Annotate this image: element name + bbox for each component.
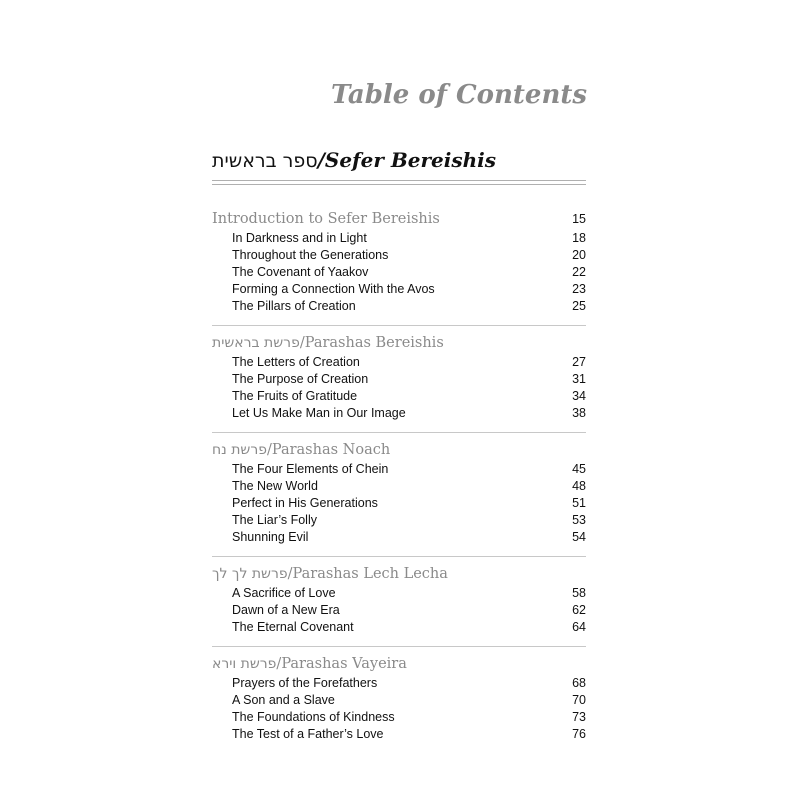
toc-entry[interactable] — [212, 709, 586, 726]
toc-entry[interactable] — [212, 585, 586, 602]
toc-section — [212, 325, 586, 432]
entry-page-number: 34 — [572, 389, 586, 403]
entry-title: The Purpose of Creation — [232, 372, 369, 386]
toc-entry[interactable] — [212, 529, 586, 546]
double-rule-divider — [212, 180, 586, 185]
entry-page-number: 73 — [572, 710, 586, 724]
section-separator: / — [287, 566, 293, 582]
toc-entry[interactable] — [212, 692, 586, 709]
section-title — [212, 563, 448, 585]
section-hebrew-title: פרשת וירא — [212, 656, 277, 672]
entry-title: Throughout the Generations — [232, 248, 389, 262]
entry-page-number: 48 — [572, 479, 586, 493]
entry-page-number: 54 — [572, 530, 586, 544]
entry-title: A Sacrifice of Love — [232, 586, 336, 600]
toc-entry[interactable] — [212, 264, 586, 281]
page-title: Table of Contents — [331, 80, 587, 110]
section-hebrew-title: פרשת בראשית — [212, 335, 300, 351]
sefer-heading — [212, 148, 496, 172]
entry-page-number: 68 — [572, 676, 586, 690]
entry-title: The Liar’s Folly — [232, 513, 317, 527]
entry-page-number: 45 — [572, 462, 586, 476]
entry-title: A Son and a Slave — [232, 693, 335, 707]
section-hebrew-title: פרשת נח — [212, 442, 267, 458]
toc-section — [212, 556, 586, 646]
entry-title: The Eternal Covenant — [232, 620, 354, 634]
entry-page-number: 31 — [572, 372, 586, 386]
toc-entry[interactable] — [212, 405, 586, 422]
entry-page-number: 53 — [572, 513, 586, 527]
section-separator: / — [266, 442, 272, 458]
entry-title: The Foundations of Kindness — [232, 710, 395, 724]
section-title — [212, 439, 390, 461]
entry-page-number: 20 — [572, 248, 586, 262]
toc-sections — [212, 208, 586, 753]
section-latin-title: Introduction to Sefer Bereishis — [212, 211, 440, 227]
entry-title: The New World — [232, 479, 318, 493]
entry-title: Perfect in His Generations — [232, 496, 378, 510]
toc-entry[interactable] — [212, 726, 586, 743]
entry-title: The Letters of Creation — [232, 355, 360, 369]
section-separator: / — [276, 656, 282, 672]
toc-entry[interactable] — [212, 602, 586, 619]
section-separator: / — [299, 335, 305, 351]
toc-section — [212, 432, 586, 556]
entry-page-number: 22 — [572, 265, 586, 279]
entry-title: Shunning Evil — [232, 530, 309, 544]
toc-entry[interactable] — [212, 388, 586, 405]
toc-section — [212, 646, 586, 753]
entry-title: Dawn of a New Era — [232, 603, 340, 617]
section-latin-title: Parashas Bereishis — [304, 335, 444, 351]
entry-page-number: 76 — [572, 727, 586, 741]
section-latin-title: Parashas Vayeira — [281, 656, 407, 672]
entry-title: The Four Elements of Chein — [232, 462, 389, 476]
section-title — [212, 653, 407, 675]
toc-entry[interactable] — [212, 298, 586, 315]
entry-title: Let Us Make Man in Our Image — [232, 406, 406, 420]
entry-page-number: 27 — [572, 355, 586, 369]
toc-entry[interactable] — [212, 619, 586, 636]
sefer-hebrew-title: ספר בראשית — [212, 150, 318, 172]
section-heading[interactable] — [212, 563, 586, 585]
section-latin-title: Parashas Noach — [271, 442, 391, 458]
section-heading[interactable] — [212, 332, 586, 354]
section-page-number: 15 — [572, 212, 586, 226]
toc-entry[interactable] — [212, 512, 586, 529]
toc-entry[interactable] — [212, 495, 586, 512]
entry-page-number: 18 — [572, 231, 586, 245]
entry-title: Forming a Connection With the Avos — [232, 282, 435, 296]
toc-entry[interactable] — [212, 461, 586, 478]
entry-title: Prayers of the Forefathers — [232, 676, 378, 690]
section-hebrew-title: פרשת לך לך — [212, 566, 288, 582]
entry-page-number: 70 — [572, 693, 586, 707]
toc-section — [212, 208, 586, 325]
toc-entry[interactable] — [212, 354, 586, 371]
toc-entry[interactable] — [212, 478, 586, 495]
entry-page-number: 64 — [572, 620, 586, 634]
toc-entry[interactable] — [212, 371, 586, 388]
entry-page-number: 23 — [572, 282, 586, 296]
toc-entry[interactable] — [212, 247, 586, 264]
toc-entry[interactable] — [212, 675, 586, 692]
entry-page-number: 25 — [572, 299, 586, 313]
entry-page-number: 62 — [572, 603, 586, 617]
entry-page-number: 58 — [572, 586, 586, 600]
entry-title: The Test of a Father’s Love — [232, 727, 384, 741]
entry-title: In Darkness and in Light — [232, 231, 367, 245]
section-heading[interactable] — [212, 653, 586, 675]
sefer-latin-title: Sefer Bereishis — [324, 148, 497, 172]
section-heading[interactable] — [212, 439, 586, 461]
sefer-separator: / — [317, 148, 325, 172]
toc-entry[interactable] — [212, 230, 586, 247]
entry-page-number: 51 — [572, 496, 586, 510]
section-title — [212, 332, 444, 354]
toc-entry[interactable] — [212, 281, 586, 298]
section-title — [212, 208, 440, 230]
entry-page-number: 38 — [572, 406, 586, 420]
entry-title: The Pillars of Creation — [232, 299, 356, 313]
entry-title: The Covenant of Yaakov — [232, 265, 369, 279]
section-heading[interactable] — [212, 208, 586, 230]
section-latin-title: Parashas Lech Lecha — [292, 566, 448, 582]
entry-title: The Fruits of Gratitude — [232, 389, 358, 403]
